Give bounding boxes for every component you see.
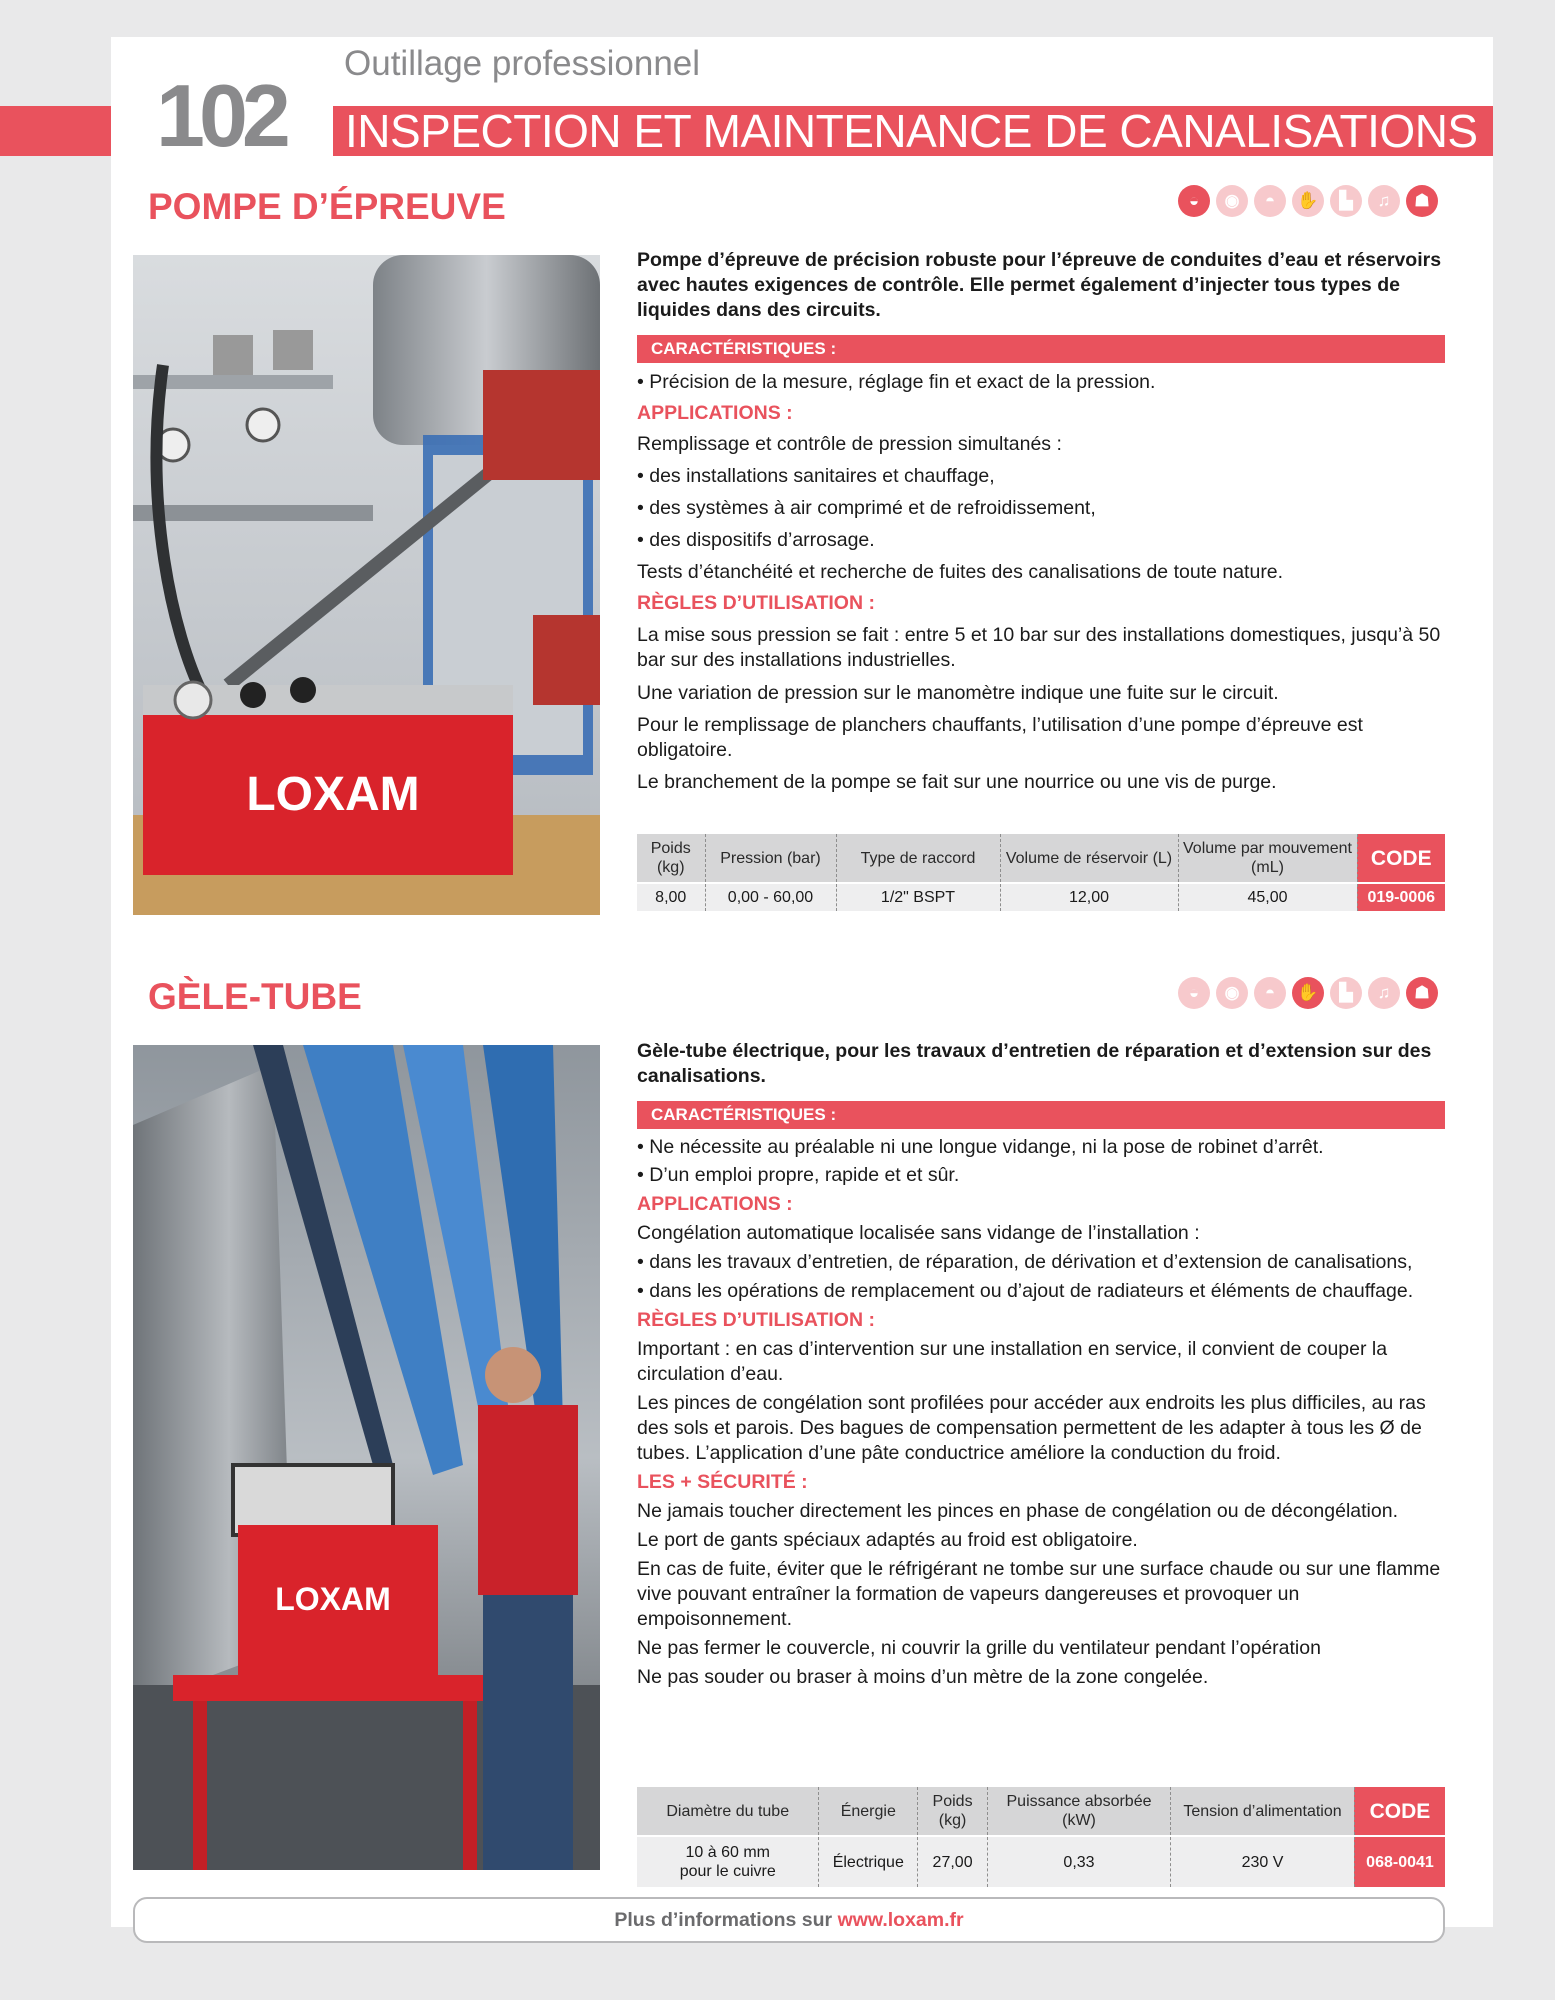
table-cell: 12,00 [1000,883,1178,911]
table-header-code: CODE [1357,834,1445,883]
applications-intro: Congélation automatique localisée sans vidange de l’installation : [637,1222,1200,1244]
page-number: 102 [156,66,285,165]
footer-bar [133,1897,1445,1943]
table-header-cell: Volume de réservoir (L) [1000,834,1178,883]
table-header-cell: Poids (kg) [637,834,705,883]
chapter-title-bar [333,106,1493,156]
table-header-code: CODE [1354,1787,1445,1836]
safety-item: Le port de gants spéciaux adaptés au froid est obligatoire. [637,1529,1138,1551]
table-header-cell: Type de raccord [836,834,1000,883]
table-header-cell: Pression (bar) [705,834,836,883]
safety-pictograms-gele-tube [1178,977,1438,1009]
table-cell: 0,33 [988,1836,1171,1887]
category-label: Outillage professionnel [344,44,701,83]
applications-outro: Tests d’étanchéité et recherche de fuites des canalisations de toute nature. [637,561,1284,583]
footer-link[interactable]: www.loxam.fr [837,1909,964,1931]
gloves-icon: ✋ [1292,977,1324,1009]
applications-heading: APPLICATIONS : [637,1193,793,1215]
hard-hat-icon: ◓ [1254,977,1286,1009]
table-header-row [637,834,1445,883]
table-header-cell: Volume par mouvement (mL) [1178,834,1357,883]
table-row [637,1836,1445,1887]
rules-heading: RÈGLES D’UTILISATION : [637,592,875,614]
table-header-cell: Énergie [819,1787,918,1836]
table-cell: 45,00 [1178,883,1357,911]
rule-item: Le branchement de la pompe se fait sur une nourrice ou une vis de purge. [637,771,1277,793]
characteristic-item: • D’un emploi propre, rapide et et sûr. [637,1164,960,1186]
table-cell: 8,00 [637,883,705,911]
characteristics-band: CARACTÉRISTIQUES : [637,1101,1445,1129]
chapter-title: INSPECTION ET MAINTENANCE DE CANALISATIONS [345,105,1478,157]
boots-icon: ▙ [1330,185,1362,217]
rule-item: La mise sous pression se fait : entre 5 et 10 bar sur des installations domestiques, jusqu’à 50 bar sur des installations industrielles. [637,624,1441,671]
intro-gele-tube: Gèle-tube électrique, pour les travaux d’entretien de réparation et d’extension sur des canalisations. [637,1040,1432,1087]
photo-brand-text: LOXAM [275,1581,391,1617]
photo-pompe-epreuve [133,255,600,915]
application-item: • des systèmes à air comprimé et de refroidissement, [637,497,1096,519]
safety-item: Ne pas fermer le couvercle, ni couvrir la grille du ventilateur pendant l’opération [637,1637,1321,1659]
safety-heading: LES + SÉCURITÉ : [637,1471,808,1493]
table-cell: 1/2" BSPT [836,883,1000,911]
boots-icon: ▙ [1330,977,1362,1009]
table-cell: 27,00 [918,1836,988,1887]
characteristic-item: • Précision de la mesure, réglage fin et exact de la pression. [637,371,1156,393]
left-accent-bar [0,106,111,156]
safety-item: En cas de fuite, éviter que le réfrigérant ne tombe sur une surface chaude ou sur une flamme vive pouvant entraîner la formation de vapeurs dangereuses et provoquer un empoisonnement. [637,1558,1441,1630]
table-cell: 0,00 - 60,00 [705,883,836,911]
section-title-gele-tube: GÈLE-TUBE [148,976,362,1017]
section-title-pompe: POMPE D’ÉPREUVE [148,186,506,227]
applications-heading: APPLICATIONS : [637,402,793,424]
application-item: • des installations sanitaires et chauffage, [637,465,995,487]
person-icon: ☗ [1406,185,1438,217]
spec-table-pompe [637,834,1445,911]
rule-item: Important : en cas d’intervention sur une installation en service, il convient de couper la circulation d’eau. [637,1338,1388,1385]
characteristics-band: CARACTÉRISTIQUES : [637,335,1445,363]
spec-table-gele-tube [637,1787,1445,1887]
rule-item: Les pinces de congélation sont profilées pour accéder aux endroits les plus difficiles, au ras des sols et parois. Des bagues de compensation permettent de les adapter à tous les Ø de tubes. L’application d’une pâte conductrice améliore la conduction du froid. [637,1392,1426,1464]
pump-illustration [133,255,600,915]
rules-heading: RÈGLES D’UTILISATION : [637,1309,875,1331]
table-cell: Électrique [819,1836,918,1887]
safety-item: Ne pas souder ou braser à moins d’un mètre de la zone congelée. [637,1666,1209,1688]
footer-prefix: Plus d’informations sur [614,1909,838,1931]
eye-protection-icon: ◉ [1216,977,1248,1009]
face-shield-icon: ◒ [1178,185,1210,217]
content-gele-tube [637,1039,1445,1690]
photo-gele-tube [133,1045,600,1870]
table-cell: 10 à 60 mm pour le cuivre [637,1836,819,1887]
table-header-cell: Diamètre du tube [637,1787,819,1836]
photo-brand-text: LOXAM [246,768,420,821]
rule-item: Une variation de pression sur le manomètre indique une fuite sur le circuit. [637,682,1279,704]
hearing-protection-icon: ♫ [1368,185,1400,217]
gloves-icon: ✋ [1292,185,1324,217]
table-header-cell: Tension d’alimentation [1170,1787,1354,1836]
freezer-illustration [133,1045,600,1870]
safety-pictograms-pompe [1178,185,1438,217]
face-shield-icon: ◒ [1178,977,1210,1009]
safety-item: Ne jamais toucher directement les pinces en phase de congélation ou de décongélation. [637,1500,1398,1522]
application-item: • des dispositifs d’arrosage. [637,529,875,551]
person-icon: ☗ [1406,977,1438,1009]
rule-item: Pour le remplissage de planchers chauffants, l’utilisation d’une pompe d’épreuve est obligatoire. [637,714,1363,761]
hearing-protection-icon: ♫ [1368,977,1400,1009]
applications-intro: Remplissage et contrôle de pression simultanés : [637,433,1062,455]
table-header-row [637,1787,1445,1836]
product-code: 019-0006 [1357,883,1445,911]
intro-pompe: Pompe d’épreuve de précision robuste pour l’épreuve de conduites d’eau et réservoirs avec hautes exigences de contrôle. Elle permet également d’injecter tous types de liquides dans des circuits. [637,249,1442,321]
table-cell: 230 V [1170,1836,1354,1887]
application-item: • dans les travaux d’entretien, de réparation, de dérivation et d’extension de canalisations, [637,1251,1413,1273]
table-row [637,883,1445,911]
eye-protection-icon: ◉ [1216,185,1248,217]
characteristic-item: • Ne nécessite au préalable ni une longue vidange, ni la pose de robinet d’arrêt. [637,1136,1324,1158]
hard-hat-icon: ◓ [1254,185,1286,217]
table-header-cell: Poids (kg) [918,1787,988,1836]
content-pompe [637,248,1445,795]
table-header-cell: Puissance absorbée (kW) [988,1787,1171,1836]
product-code: 068-0041 [1354,1836,1445,1887]
application-item: • dans les opérations de remplacement ou d’ajout de radiateurs et éléments de chauffage. [637,1280,1414,1302]
